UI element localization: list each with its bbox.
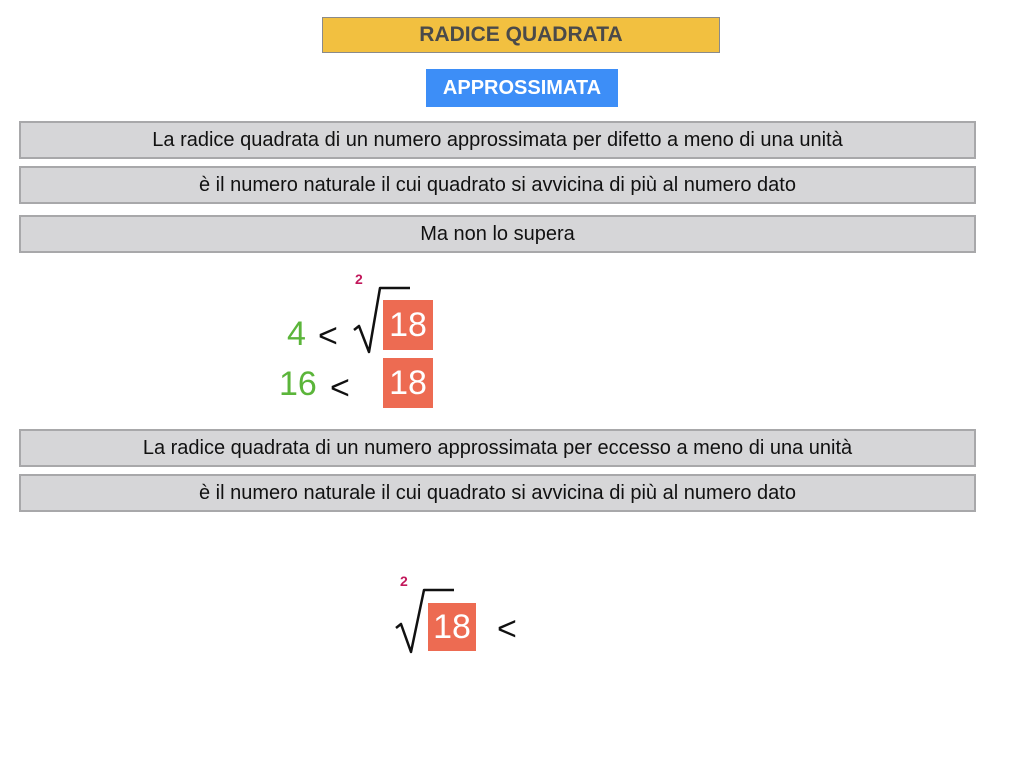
definition-defect-line-2: è il numero naturale il cui quadrato si avvicina di più al numero dato — [19, 166, 976, 204]
page-title: RADICE QUADRATA — [322, 17, 720, 53]
radicand-box: 18 — [428, 603, 476, 651]
definition-excess-line-1: La radice quadrata di un numero approssimata per eccesso a meno di una unità — [19, 429, 976, 467]
less-than-sign: < — [318, 317, 338, 355]
radicand-box: 18 — [383, 358, 433, 408]
radicand-box: 18 — [383, 300, 433, 350]
definition-defect-line-3: Ma non lo supera — [19, 215, 976, 253]
definition-excess-line-2: è il numero naturale il cui quadrato si avvicina di più al numero dato — [19, 474, 976, 512]
square-value: 16 — [279, 365, 317, 403]
root-index: 2 — [355, 271, 363, 287]
approx-value: 4 — [287, 315, 306, 353]
page-subtitle: APPROSSIMATA — [423, 69, 621, 107]
less-than-sign: < — [497, 610, 517, 648]
definition-defect-line-1: La radice quadrata di un numero approssimata per difetto a meno di una unità — [19, 121, 976, 159]
root-index: 2 — [400, 573, 408, 589]
less-than-sign: < — [330, 369, 350, 407]
